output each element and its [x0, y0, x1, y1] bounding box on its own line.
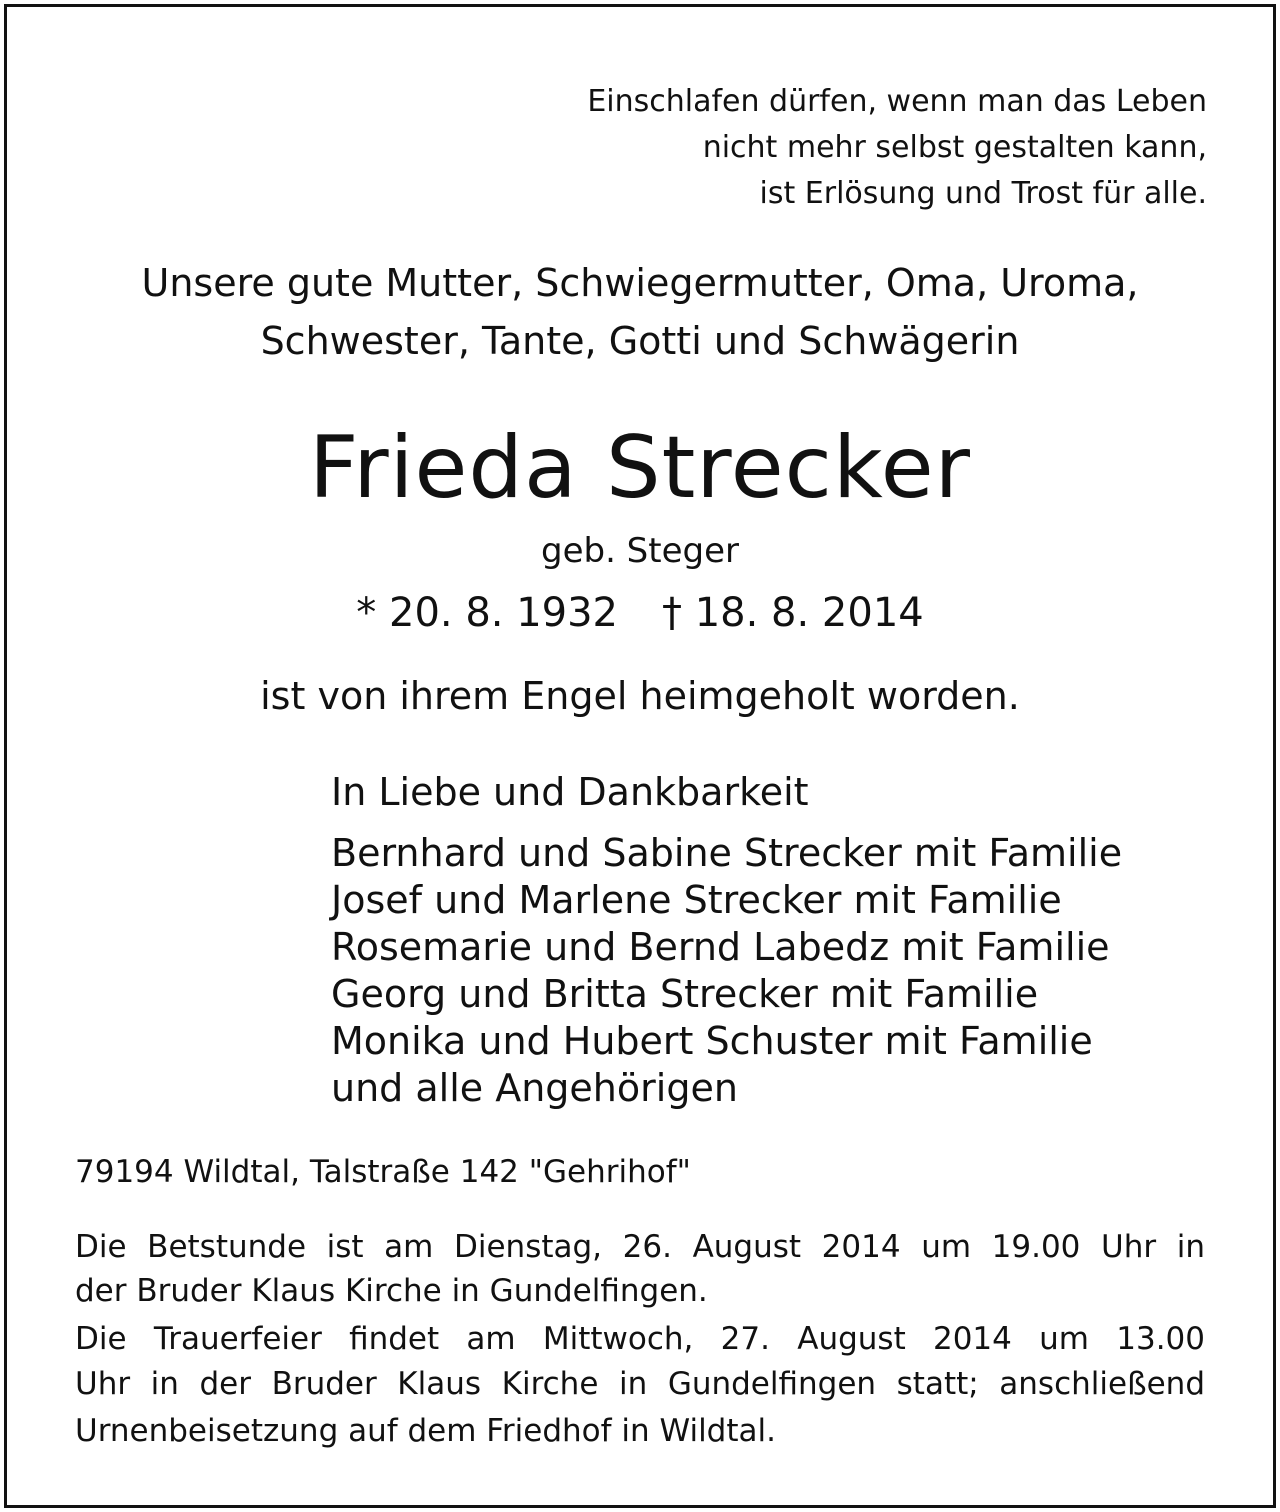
- death-date: † 18. 8. 2014: [662, 590, 924, 636]
- closing-line: ist von ihrem Engel heimgeholt worden.: [260, 674, 1020, 718]
- address: 79194 Wildtal, Talstraße 142 "Gehrihof": [75, 1154, 691, 1190]
- motto-line: Einschlafen dürfen, wenn man das Leben: [587, 84, 1207, 119]
- mourners-heading: In Liebe und Dankbarkeit: [331, 770, 809, 814]
- service-line: der Bruder Klaus Kirche in Gundelfingen.: [75, 1273, 708, 1309]
- birth-date: * 20. 8. 1932: [356, 590, 618, 636]
- service-line: Die Betstunde ist am Dienstag, 26. August 2014 um 19.00 Uhr in: [75, 1229, 1205, 1265]
- service-line: Urnenbeisetzung auf dem Friedhof in Wildtal.: [75, 1413, 776, 1449]
- obituary-notice: [4, 4, 1276, 1508]
- intro-line: Schwester, Tante, Gotti und Schwägerin: [260, 319, 1020, 363]
- mourner-line: Monika und Hubert Schuster mit Familie: [331, 1019, 1093, 1063]
- birth-name: geb. Steger: [540, 531, 739, 571]
- mourner-line: und alle Angehörigen: [331, 1066, 738, 1110]
- deceased-name: Frieda Strecker: [309, 418, 971, 518]
- motto-line: nicht mehr selbst gestalten kann,: [702, 130, 1207, 165]
- motto-line: ist Erlösung und Trost für alle.: [759, 176, 1207, 211]
- mourner-line: Rosemarie und Bernd Labedz mit Familie: [331, 925, 1110, 969]
- service-line: Die Trauerfeier findet am Mittwoch, 27. August 2014 um 13.00: [75, 1321, 1205, 1357]
- mourner-line: Bernhard und Sabine Strecker mit Familie: [331, 831, 1123, 875]
- mourner-line: Josef und Marlene Strecker mit Familie: [331, 878, 1062, 922]
- service-line: Uhr in der Bruder Klaus Kirche in Gundelfingen statt; anschließend: [75, 1366, 1205, 1402]
- mourner-line: Georg und Britta Strecker mit Familie: [331, 972, 1039, 1016]
- life-dates: [7, 590, 1273, 636]
- intro-line: Unsere gute Mutter, Schwiegermutter, Oma, Uroma,: [141, 261, 1139, 305]
